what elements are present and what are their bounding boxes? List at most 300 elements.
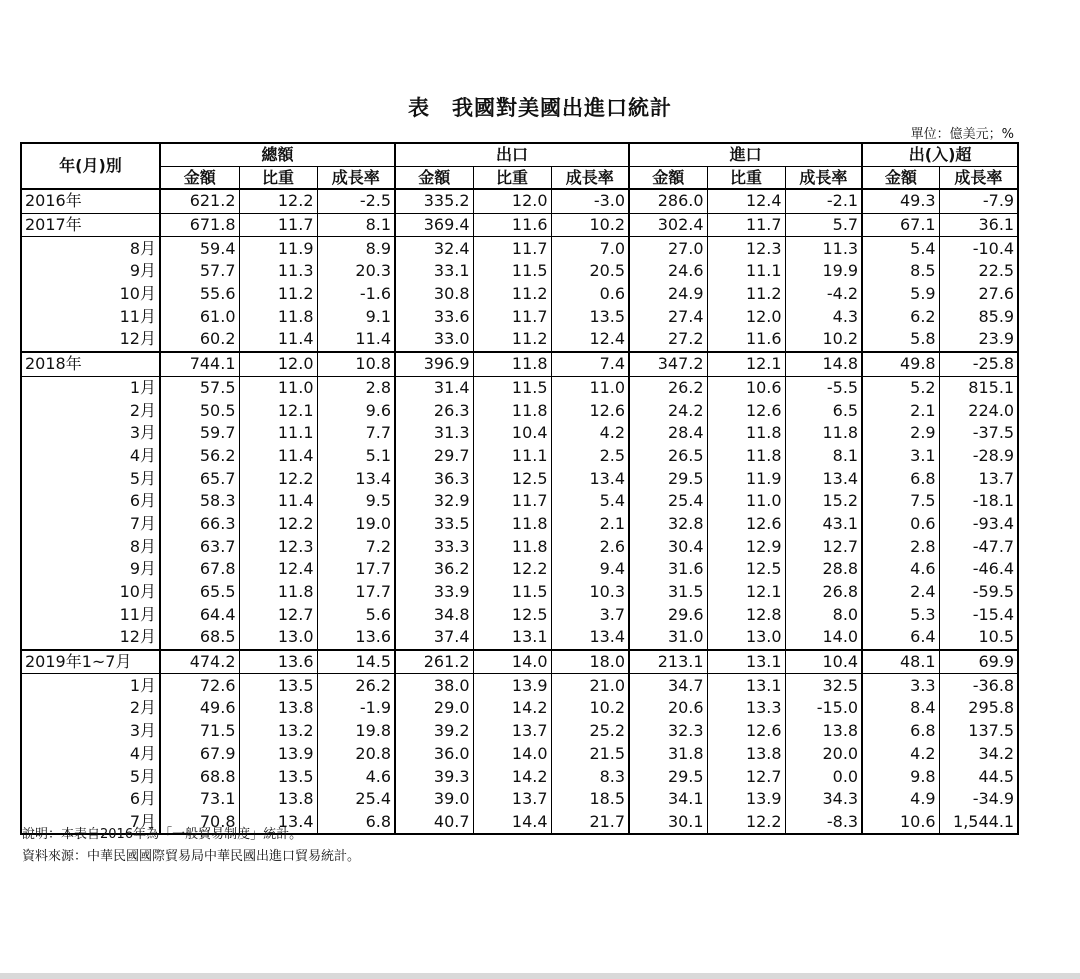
table-cell: 33.3	[395, 535, 473, 558]
table-cell: 13.8	[239, 697, 317, 720]
table-row	[21, 467, 1018, 490]
table-cell: 68.8	[160, 765, 239, 788]
table-cell: 30.8	[395, 283, 473, 306]
table-cell: 0.6	[862, 513, 939, 536]
table-cell: 13.7	[939, 467, 1018, 490]
table-cell: 31.4	[395, 376, 473, 399]
table-cell: 20.6	[629, 697, 707, 720]
table-cell: 2.8	[317, 376, 395, 399]
table-cell: 34.2	[939, 743, 1018, 766]
table-cell: 26.2	[629, 376, 707, 399]
table-cell: 5.4	[551, 490, 629, 513]
table-cell: 29.0	[395, 697, 473, 720]
table-cell: 12.1	[707, 352, 785, 376]
table-cell: 13.1	[707, 674, 785, 697]
table-cell: 11.4	[239, 445, 317, 468]
table-cell: 5.1	[317, 445, 395, 468]
table-cell: 33.9	[395, 581, 473, 604]
table-cell: 34.7	[629, 674, 707, 697]
table-cell: 213.1	[629, 650, 707, 674]
table-cell: 10.4	[473, 422, 551, 445]
table-cell: 11.8	[473, 513, 551, 536]
table-cell: 9.8	[862, 765, 939, 788]
table-cell: -93.4	[939, 513, 1018, 536]
table-cell: 13.5	[551, 305, 629, 328]
table-row	[21, 697, 1018, 720]
table-cell: 65.7	[160, 467, 239, 490]
table-cell: 4.6	[317, 765, 395, 788]
table-cell: 33.0	[395, 328, 473, 352]
table-cell: 11.8	[707, 422, 785, 445]
table-cell: -5.5	[785, 376, 862, 399]
table-cell: 13.0	[239, 626, 317, 650]
table-cell: 67.1	[862, 213, 939, 237]
table-cell: 26.3	[395, 399, 473, 422]
table-row	[21, 328, 1018, 352]
table-cell: 10.4	[785, 650, 862, 674]
table-cell: 24.2	[629, 399, 707, 422]
table-cell: 38.0	[395, 674, 473, 697]
table-cell: 12.0	[239, 352, 317, 376]
table-cell: 39.0	[395, 788, 473, 811]
table-cell: 24.6	[629, 260, 707, 283]
table-cell: 27.2	[629, 328, 707, 352]
table-cell: 43.1	[785, 513, 862, 536]
table-cell: 12.5	[473, 603, 551, 626]
table-row	[21, 743, 1018, 766]
row-label: 1月	[129, 377, 156, 397]
table-cell: 12.2	[473, 558, 551, 581]
table-cell: 29.6	[629, 603, 707, 626]
table-cell: 67.9	[160, 743, 239, 766]
table-cell: 14.2	[473, 765, 551, 788]
table-cell: -3.0	[551, 189, 629, 213]
table-row	[21, 352, 1018, 376]
table-row	[21, 720, 1018, 743]
table-cell: 3.1	[862, 445, 939, 468]
table-cell: 7.0	[551, 237, 629, 260]
table-cell: 26.2	[317, 674, 395, 697]
table-cell: 9.4	[551, 558, 629, 581]
table-cell: 14.0	[473, 650, 551, 674]
table-row	[21, 399, 1018, 422]
table-cell: 36.2	[395, 558, 473, 581]
table-cell: 4.6	[862, 558, 939, 581]
table-cell: 13.4	[317, 467, 395, 490]
table-cell: 12.0	[473, 189, 551, 213]
table-cell: -46.4	[939, 558, 1018, 581]
table-row	[21, 490, 1018, 513]
table-cell: 12.9	[707, 535, 785, 558]
table-cell: 36.1	[939, 213, 1018, 237]
table-cell: 12.2	[239, 189, 317, 213]
table-cell: 11.8	[239, 581, 317, 604]
table-cell: 12.2	[707, 811, 785, 835]
row-label: 12月	[21, 328, 160, 352]
table-cell: 11.9	[239, 237, 317, 260]
header-group-import: 進口	[629, 143, 862, 167]
table-cell: 12.5	[473, 467, 551, 490]
table-cell: -1.6	[317, 283, 395, 306]
table-cell: 5.9	[862, 283, 939, 306]
table-cell: 20.5	[551, 260, 629, 283]
table-cell: 12.1	[707, 581, 785, 604]
table-cell: 49.6	[160, 697, 239, 720]
row-label: 2017年	[21, 213, 160, 237]
header-sub: 金額	[629, 167, 707, 190]
table-cell: 621.2	[160, 189, 239, 213]
table-cell: 50.5	[160, 399, 239, 422]
table-row	[21, 626, 1018, 650]
table-cell: 19.0	[317, 513, 395, 536]
header-sub: 金額	[395, 167, 473, 190]
table-cell: -37.5	[939, 422, 1018, 445]
table-row	[21, 445, 1018, 468]
table-cell: 2.4	[862, 581, 939, 604]
table-cell: 10.2	[551, 213, 629, 237]
table-cell: 2.1	[551, 513, 629, 536]
table-cell: 11.7	[707, 213, 785, 237]
table-cell: 17.7	[317, 581, 395, 604]
table-cell: 31.5	[629, 581, 707, 604]
table-cell: 32.5	[785, 674, 862, 697]
table-cell: 65.5	[160, 581, 239, 604]
table-cell: 13.1	[707, 650, 785, 674]
table-cell: 11.2	[239, 283, 317, 306]
table-cell: 13.8	[785, 720, 862, 743]
table-cell: -1.9	[317, 697, 395, 720]
row-label: 9月	[129, 559, 156, 579]
table-cell: 21.5	[551, 743, 629, 766]
table-cell: 4.2	[551, 422, 629, 445]
header-sub: 金額	[862, 167, 939, 190]
table-cell: 61.0	[160, 305, 239, 328]
table-cell: 13.4	[551, 467, 629, 490]
table-cell: 11.2	[707, 283, 785, 306]
table-cell: 11.5	[473, 260, 551, 283]
header-group-total: 總額	[160, 143, 395, 167]
table-cell: 34.8	[395, 603, 473, 626]
table-cell: -8.3	[785, 811, 862, 835]
table-row	[21, 283, 1018, 306]
row-label: 2月	[129, 400, 156, 420]
table-cell: 32.4	[395, 237, 473, 260]
table-cell: 67.8	[160, 558, 239, 581]
table-row	[21, 765, 1018, 788]
table-cell: 10.2	[551, 697, 629, 720]
table-cell: 744.1	[160, 352, 239, 376]
table-cell: 24.9	[629, 283, 707, 306]
table-cell: 11.8	[473, 399, 551, 422]
table-cell: 6.8	[862, 720, 939, 743]
table-cell: 4.9	[862, 788, 939, 811]
table-cell: 40.7	[395, 811, 473, 835]
table-cell: 671.8	[160, 213, 239, 237]
table-cell: 9.1	[317, 305, 395, 328]
table-cell: 11.7	[473, 490, 551, 513]
table-cell: 5.2	[862, 376, 939, 399]
table-cell: 11.4	[317, 328, 395, 352]
table-cell: 39.2	[395, 720, 473, 743]
table-cell: 21.7	[551, 811, 629, 835]
table-cell: 31.6	[629, 558, 707, 581]
table-cell: 22.5	[939, 260, 1018, 283]
table-cell: 13.8	[239, 788, 317, 811]
table-cell: 13.4	[785, 467, 862, 490]
table-cell: 2.1	[862, 399, 939, 422]
table-cell: 8.1	[785, 445, 862, 468]
table-cell: 10.6	[707, 376, 785, 399]
table-cell: 49.8	[862, 352, 939, 376]
table-cell: 69.9	[939, 650, 1018, 674]
table-cell: 13.6	[239, 650, 317, 674]
table-cell: 12.7	[707, 765, 785, 788]
table-cell: 70.8	[160, 811, 239, 835]
table-cell: -28.9	[939, 445, 1018, 468]
table-cell: 11.0	[239, 376, 317, 399]
table-row	[21, 376, 1018, 399]
row-label: 1月	[129, 675, 156, 695]
table-cell: -15.4	[939, 603, 1018, 626]
table-row	[21, 189, 1018, 213]
table-cell: 25.4	[317, 788, 395, 811]
note-source: 資料來源：中華民國國際貿易局中華民國出進口貿易統計。	[22, 849, 361, 864]
table-cell: 7.7	[317, 422, 395, 445]
row-label: 11月	[119, 306, 156, 326]
table-title	[0, 92, 1080, 122]
table-cell: 11.8	[239, 305, 317, 328]
row-label: 2月	[129, 698, 156, 718]
table-cell: 5.8	[862, 328, 939, 352]
table-cell: 6.8	[317, 811, 395, 835]
table-cell: 14.4	[473, 811, 551, 835]
table-cell: -2.1	[785, 189, 862, 213]
table-cell: 31.0	[629, 626, 707, 650]
table-cell: 8.9	[317, 237, 395, 260]
row-label: 7月	[129, 811, 156, 831]
table-cell: 12.7	[785, 535, 862, 558]
table-cell: 73.1	[160, 788, 239, 811]
table-cell: 32.3	[629, 720, 707, 743]
table-cell: 12.6	[551, 399, 629, 422]
table-cell: 474.2	[160, 650, 239, 674]
table-cell: 21.0	[551, 674, 629, 697]
table-cell: 44.5	[939, 765, 1018, 788]
table-cell: 5.4	[862, 237, 939, 260]
row-label: 6月	[129, 491, 156, 511]
row-label: 11月	[119, 604, 156, 624]
table-cell: 13.4	[239, 811, 317, 835]
table-cell: 27.0	[629, 237, 707, 260]
table-row	[21, 650, 1018, 674]
table-cell: -59.5	[939, 581, 1018, 604]
table-cell: 369.4	[395, 213, 473, 237]
table-cell: 29.5	[629, 467, 707, 490]
table-cell: 26.8	[785, 581, 862, 604]
table-cell: 12.4	[707, 189, 785, 213]
table-row	[21, 237, 1018, 260]
table-cell: 26.5	[629, 445, 707, 468]
table-cell: 12.6	[707, 720, 785, 743]
table-cell: 28.4	[629, 422, 707, 445]
table-cell: 5.3	[862, 603, 939, 626]
row-label: 5月	[129, 468, 156, 488]
table-cell: 18.5	[551, 788, 629, 811]
title-text: 我國對美國出進口統計	[452, 96, 672, 120]
table-cell: 14.0	[473, 743, 551, 766]
table-cell: 11.9	[707, 467, 785, 490]
note-explanation: 說明：本表自2016年為「一般貿易制度」統計。	[22, 827, 303, 842]
unit-label: 單位：億美元；%	[910, 127, 1014, 142]
table-cell: 11.0	[551, 376, 629, 399]
table-cell: 12.5	[707, 558, 785, 581]
table-cell: 2.9	[862, 422, 939, 445]
header-group-balance: 出(入)超	[862, 143, 1018, 167]
table-cell: 30.4	[629, 535, 707, 558]
table-cell: 5.7	[785, 213, 862, 237]
table-cell: 4.2	[862, 743, 939, 766]
trade-statistics-table	[20, 142, 1019, 835]
table-cell: 64.4	[160, 603, 239, 626]
table-cell: 11.5	[473, 376, 551, 399]
table-cell: 27.4	[629, 305, 707, 328]
table-cell: 11.2	[473, 328, 551, 352]
table-cell: 28.8	[785, 558, 862, 581]
table-cell: 11.5	[473, 581, 551, 604]
table-cell: 8.0	[785, 603, 862, 626]
table-cell: 56.2	[160, 445, 239, 468]
table-cell: 6.2	[862, 305, 939, 328]
table-cell: 20.8	[317, 743, 395, 766]
table-cell: 10.5	[939, 626, 1018, 650]
table-cell: 12.0	[707, 305, 785, 328]
table-cell: 19.9	[785, 260, 862, 283]
table-cell: 11.4	[239, 490, 317, 513]
table-cell: 32.9	[395, 490, 473, 513]
table-cell: -15.0	[785, 697, 862, 720]
table-cell: 335.2	[395, 189, 473, 213]
table-cell: -34.9	[939, 788, 1018, 811]
table-cell: 34.1	[629, 788, 707, 811]
table-cell: 0.0	[785, 765, 862, 788]
table-cell: 261.2	[395, 650, 473, 674]
table-cell: 29.7	[395, 445, 473, 468]
table-cell: 13.5	[239, 674, 317, 697]
table-cell: 13.4	[551, 626, 629, 650]
table-cell: 13.2	[239, 720, 317, 743]
table-cell: 13.5	[239, 765, 317, 788]
notes	[22, 824, 360, 868]
table-cell: 30.1	[629, 811, 707, 835]
table-cell: 13.9	[239, 743, 317, 766]
title-prefix: 表	[408, 96, 430, 120]
table-cell: 23.9	[939, 328, 1018, 352]
table-cell: 20.3	[317, 260, 395, 283]
table-cell: 10.8	[317, 352, 395, 376]
table-cell: 11.0	[707, 490, 785, 513]
table-row	[21, 513, 1018, 536]
table-cell: 31.8	[629, 743, 707, 766]
table-cell: 32.8	[629, 513, 707, 536]
table-cell: 14.5	[317, 650, 395, 674]
table-cell: 71.5	[160, 720, 239, 743]
table-cell: 286.0	[629, 189, 707, 213]
table-cell: 13.6	[317, 626, 395, 650]
table-cell: 5.6	[317, 603, 395, 626]
table-cell: 60.2	[160, 328, 239, 352]
table-cell: 37.4	[395, 626, 473, 650]
row-label: 2018年	[21, 352, 160, 376]
table-cell: 72.6	[160, 674, 239, 697]
table-cell: -36.8	[939, 674, 1018, 697]
table-cell: 12.4	[551, 328, 629, 352]
table-cell: 7.5	[862, 490, 939, 513]
table-cell: 11.2	[473, 283, 551, 306]
table-cell: 9.5	[317, 490, 395, 513]
table-cell: 7.4	[551, 352, 629, 376]
table-cell: 12.6	[707, 513, 785, 536]
table-cell: 12.2	[239, 513, 317, 536]
table-row	[21, 788, 1018, 811]
table-row	[21, 603, 1018, 626]
row-label: 8月	[129, 238, 156, 258]
table-cell: 31.3	[395, 422, 473, 445]
table-cell: 137.5	[939, 720, 1018, 743]
table-cell: 34.3	[785, 788, 862, 811]
table-row	[21, 581, 1018, 604]
table-cell: 85.9	[939, 305, 1018, 328]
row-label: 12月	[21, 626, 160, 650]
table-cell: 11.7	[473, 305, 551, 328]
table-cell: -10.4	[939, 237, 1018, 260]
table-row	[21, 260, 1018, 283]
table-cell: 11.6	[707, 328, 785, 352]
table-cell: 20.0	[785, 743, 862, 766]
table-cell: 49.3	[862, 189, 939, 213]
table-cell: 12.8	[707, 603, 785, 626]
row-label: 7月	[129, 513, 156, 533]
table-cell: 12.3	[239, 535, 317, 558]
table-cell: 63.7	[160, 535, 239, 558]
table-cell: 25.4	[629, 490, 707, 513]
header-sub: 成長率	[785, 167, 862, 190]
row-label: 8月	[129, 536, 156, 556]
table-cell: 14.8	[785, 352, 862, 376]
table-cell: 8.4	[862, 697, 939, 720]
table-cell: 9.6	[317, 399, 395, 422]
table-cell: 27.6	[939, 283, 1018, 306]
table-cell: 58.3	[160, 490, 239, 513]
table-cell: 68.5	[160, 626, 239, 650]
header-sub: 成長率	[939, 167, 1018, 190]
table-cell: 11.8	[785, 422, 862, 445]
table-cell: 2.6	[551, 535, 629, 558]
table-cell: 396.9	[395, 352, 473, 376]
table-cell: 12.6	[707, 399, 785, 422]
table-cell: -4.2	[785, 283, 862, 306]
table-cell: 33.1	[395, 260, 473, 283]
table-cell: 13.9	[473, 674, 551, 697]
table-cell: 815.1	[939, 376, 1018, 399]
table-cell: 11.4	[239, 328, 317, 352]
table-cell: 18.0	[551, 650, 629, 674]
table-row	[21, 305, 1018, 328]
table-cell: 12.3	[707, 237, 785, 260]
table-cell: 302.4	[629, 213, 707, 237]
header-sub: 比重	[473, 167, 551, 190]
table-cell: 13.7	[473, 720, 551, 743]
table-cell: 0.6	[551, 283, 629, 306]
